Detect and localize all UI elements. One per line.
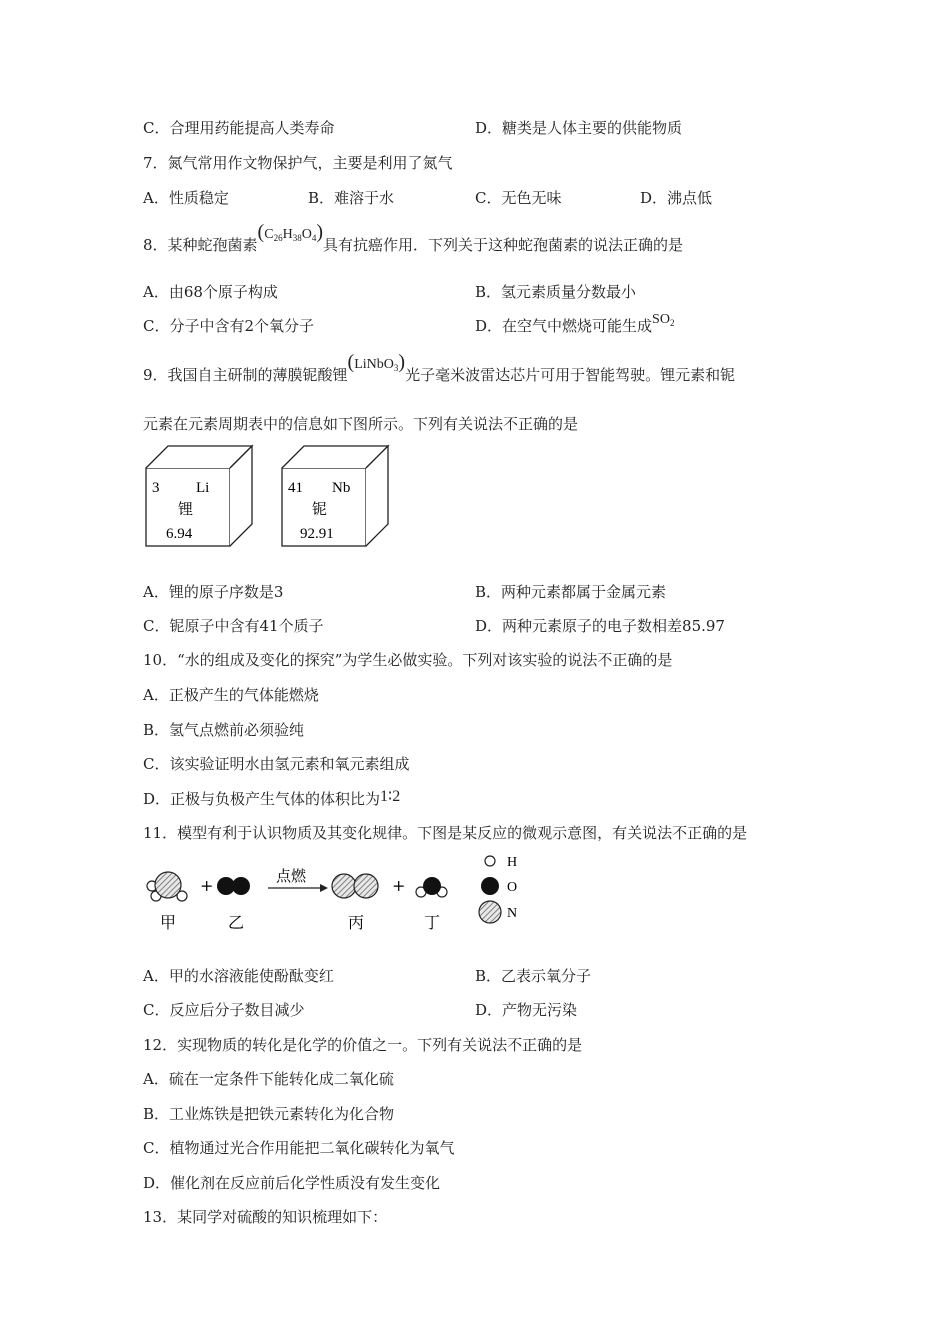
reaction-arrow <box>268 884 328 892</box>
legend-h-label: H <box>507 855 518 870</box>
q10-option-c: C．该实验证明水由氢元素和氧元素组成 <box>143 755 410 773</box>
legend <box>479 855 517 923</box>
legend-o-swatch <box>481 877 499 895</box>
tile-nb-number: 41 <box>288 480 303 496</box>
q12-option-b: B．工业炼铁是把铁元素转化为化合物 <box>143 1105 395 1123</box>
tile-li-number: 3 <box>152 480 160 496</box>
q11-option-a: A．甲的水溶液能使酚酞变红 <box>143 967 334 985</box>
q8-stem: 8．某种蛇孢菌素$(C_{26}H_{38}O_4)$具有抗癌作用．下列关于这种蛇孢菌素的说法正确的是 <box>143 221 683 254</box>
q11-option-c: C．反应后分子数目减少 <box>143 1001 305 1019</box>
q8-option-b: B．氢元素质量分数最小 <box>475 283 637 301</box>
label-ding: 丁 <box>424 913 441 932</box>
label-yi: 乙 <box>228 913 245 932</box>
legend-n-label: N <box>507 906 518 921</box>
q8-option-a: A．由68个原子构成 <box>143 283 278 301</box>
tile-li-name: 锂 <box>178 500 194 518</box>
q10-option-d: D．正极与负极产生气体的体积比为1∶2 <box>143 788 401 808</box>
q7-option-a: A．性质稳定 <box>143 189 229 207</box>
q8-option-d: D．在空气中燃烧可能生成$SO_2$ <box>475 312 675 335</box>
q11-option-d: D．产物无污染 <box>475 1001 578 1019</box>
tile-li-symbol: Li <box>196 480 210 496</box>
q7-option-d: D．沸点低 <box>640 189 713 207</box>
q12-option-c: C．植物通过光合作用能把二氧化碳转化为氧气 <box>143 1139 455 1157</box>
arrow-label: 点燃 <box>276 867 307 885</box>
reaction-diagram <box>140 848 560 940</box>
q8-option-c: C．分子中含有2个氧分子 <box>143 317 315 335</box>
q8-formula: $(C_{26}H_{38}O_4)$ <box>257 221 323 243</box>
q13-stem: 13．某同学对硫酸的知识梳理如下： <box>143 1208 388 1226</box>
q9-option-c: C．铌原子中含有41个质子 <box>143 617 324 635</box>
legend-o-label: O <box>507 880 518 895</box>
label-jia: 甲 <box>160 913 177 932</box>
label-bing: 丙 <box>348 913 365 932</box>
q9-stem: 9．我国自主研制的薄膜铌酸锂(LiNbO$_3$)光子毫米波雷达芯片可用于智能驾驶。锂元素和铌 <box>143 351 736 384</box>
legend-n-swatch <box>479 901 501 923</box>
q9-formula: (LiNbO$_3$) <box>347 351 406 373</box>
q12-option-d: D．催化剂在反应前后化学性质没有发生变化 <box>143 1174 441 1192</box>
molecule-yi <box>217 877 250 895</box>
q7-stem: 7．氮气常用作文物保护气，主要是利用了氮气 <box>143 154 453 172</box>
q10-option-a: A．正极产生的气体能燃烧 <box>143 686 319 704</box>
q9-option-b: B．两种元素都属于金属元素 <box>475 583 667 601</box>
legend-h-swatch <box>485 856 495 866</box>
q9-option-a: A．锂的原子序数是3 <box>143 583 284 601</box>
tile-nb-mass: 92.91 <box>300 526 334 542</box>
molecule-jia <box>147 872 187 901</box>
q8-so2-formula: $SO_2$ <box>652 312 675 328</box>
q7-option-c: C．无色无味 <box>475 189 562 207</box>
q12-stem: 12．实现物质的转化是化学的价值之一。下列有关说法不正确的是 <box>143 1036 583 1054</box>
molecule-ding <box>416 877 447 897</box>
q6-option-d: D．糖类是人体主要的供能物质 <box>475 119 683 137</box>
q10-stem: 10．“水的组成及变化的探究”为学生必做实验。下列对该实验的说法不正确的是 <box>143 651 673 669</box>
q6-option-c: C．合理用药能提高人类寿命 <box>143 119 335 137</box>
tile-li-mass: 6.94 <box>166 526 193 542</box>
q9-stem-line2: 元素在元素周期表中的信息如下图所示。下列有关说法不正确的是 <box>143 415 579 433</box>
q10-ratio: 1∶2 <box>380 788 401 805</box>
q7-option-b: B．难溶于水 <box>308 189 395 207</box>
molecule-bing <box>332 874 378 898</box>
q12-option-a: A．硫在一定条件下能转化成二氧化硫 <box>143 1070 394 1088</box>
tile-li <box>146 446 252 546</box>
q10-option-b: B．氢气点燃前必须验纯 <box>143 721 305 739</box>
periodic-tiles-figure <box>140 440 400 552</box>
plus-sign-1: + <box>200 876 214 895</box>
q9-option-d: D．两种元素原子的电子数相差85.97 <box>475 617 725 635</box>
q11-stem: 11．模型有利于认识物质及其变化规律。下图是某反应的微观示意图，有关说法不正确的是 <box>143 824 748 842</box>
plus-sign-2: + <box>392 876 406 895</box>
q11-option-b: B．乙表示氧分子 <box>475 967 592 985</box>
tile-nb <box>282 446 388 546</box>
tile-nb-symbol: Nb <box>332 480 351 496</box>
tile-nb-name: 铌 <box>312 500 328 518</box>
